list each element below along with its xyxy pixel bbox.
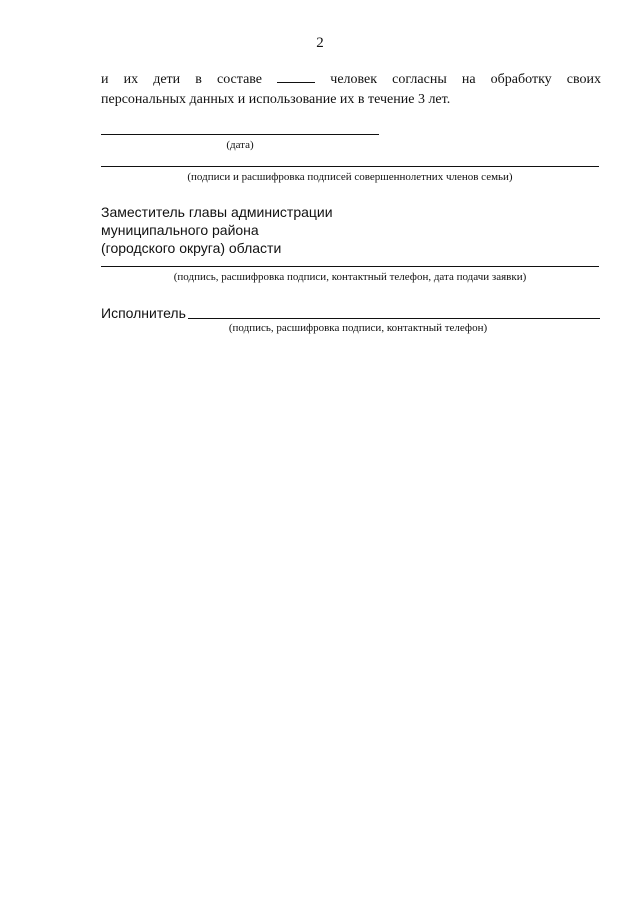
page-number: 2 xyxy=(316,35,324,51)
consent-line-1 xyxy=(101,70,601,90)
executor-caption: (подпись, расшифровка подписи, контактный телефон) xyxy=(228,322,488,334)
executor-label: Исполнитель xyxy=(101,305,186,321)
family-signatures-caption: (подписи и расшифровка подписей совершеннолетних членов семьи) xyxy=(187,171,513,183)
family-signatures-line xyxy=(101,166,599,167)
consent-line-1-end: человек согласны на обработку своих xyxy=(330,72,602,87)
deputy-signature-caption: (подпись, расшифровка подписи, контактный телефон, дата подачи заявки) xyxy=(173,271,527,283)
deputy-title-line-1: Заместитель главы администрации xyxy=(101,204,333,220)
deputy-title-line-3: (городского округа) области xyxy=(101,240,282,256)
deputy-title-line-2: муниципального района xyxy=(101,222,259,238)
date-line xyxy=(101,134,379,135)
consent-line-1-start: и их дети в составе xyxy=(101,72,263,87)
consent-line-2: персональных данных и использование их в течение 3 лет. xyxy=(101,92,451,107)
executor-signature-line xyxy=(188,318,600,319)
family-count-blank xyxy=(277,70,315,83)
date-caption: (дата) xyxy=(226,139,254,151)
deputy-signature-line xyxy=(101,266,599,267)
